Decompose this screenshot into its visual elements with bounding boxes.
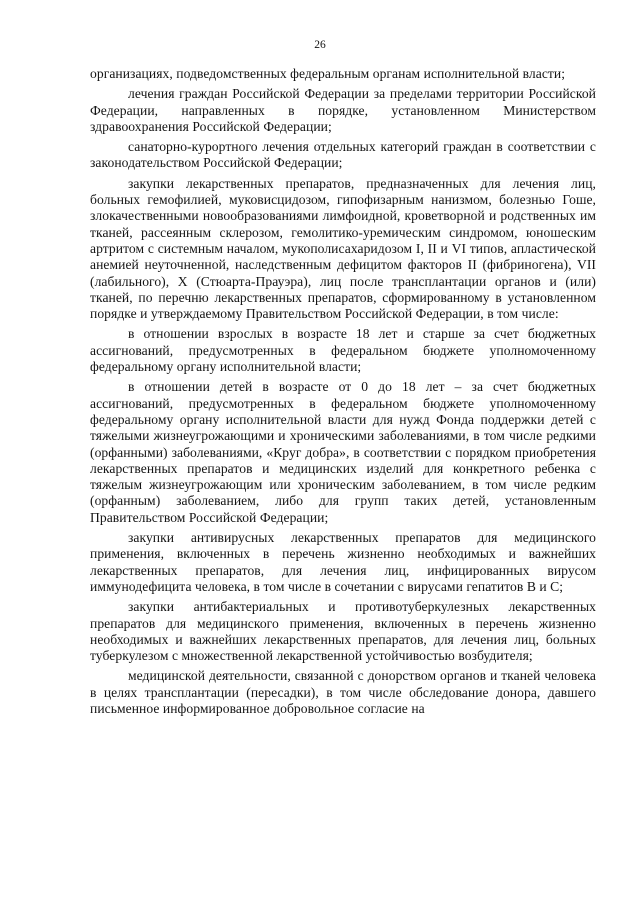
paragraph-organ-donation: медицинской деятельности, связанной с донорством органов и тканей человека в целях трансплантации (пересадки), в том числе обследование донора, давшего письменное информированное добровольное согласие на bbox=[90, 668, 596, 716]
paragraph-treatment-abroad: лечения граждан Российской Федерации за пределами территории Российской Федерации, направленных в порядке, установленном Министерством здравоохранения Российской Федерации; bbox=[90, 86, 596, 134]
paragraph-children: в отношении детей в возрасте от 0 до 18 лет – за счет бюджетных ассигнований, предусмотренных в федеральном бюджете уполномоченному федеральному органу исполнительной власти для нужд Фонда поддержки детей с тяжелыми жизнеугрожающими и хроническими заболеваниями, в том числе редкими (орфанными) заболеваниями, «Круг добра», в соответствии с порядком приобретения лекарственных препаратов и медицинских изделий для конкретного ребенка с тяжелым жизнеугрожающим или хроническим заболеванием, в том числе редким (орфанным) заболеванием, либо для групп таких детей, установленным Правительством Российской Федерации; bbox=[90, 379, 596, 525]
paragraph-antibacterial-procurement: закупки антибактериальных и противотуберкулезных лекарственных препаратов для медицинского применения, включенных в перечень жизненно необходимых и важнейших лекарственных препаратов, для лечения лиц, больных туберкулезом с множественной лекарственной устойчивостью возбудителя; bbox=[90, 599, 596, 664]
paragraph-sanatorium-treatment: санаторно-курортного лечения отдельных категорий граждан в соответствии с законодательством Российской Федерации; bbox=[90, 139, 596, 171]
document-body bbox=[90, 66, 596, 721]
page-number: 26 bbox=[314, 39, 326, 51]
paragraph-continuation: организациях, подведомственных федеральным органам исполнительной власти; bbox=[90, 66, 566, 81]
paragraph-adults: в отношении взрослых в возрасте 18 лет и старше за счет бюджетных ассигнований, предусмотренных в федеральном бюджете уполномоченному федеральному органу исполнительной власти; bbox=[90, 326, 596, 375]
paragraph-antiviral-procurement: закупки антивирусных лекарственных препаратов для медицинского применения, включенных в перечень жизненно необходимых и важнейших лекарственных препаратов, для лечения лиц, инфицированных вирусом иммунодефицита человека, в том числе в сочетании с вирусами гепатитов B и C; bbox=[90, 530, 596, 594]
paragraph-drug-procurement: закупки лекарственных препаратов, предназначенных для лечения лиц, больных гемофилией, муковисцидозом, гипофизарным нанизмом, болезнью Гоше, злокачественными новообразованиями лимфоидной, кроветворной и родственных им тканей, рассеянным склерозом, гемолитико-уремическим синдромом, юношеским артритом с системным началом, мукополисахаридозом I, II и VI типов, апластической анемией неуточненной, наследственным дефицитом факторов II (фибриногена), VII (лабильного), X (Стюарта-Прауэра), лиц после трансплантации органов и (или) тканей, по перечню лекарственных препаратов, сформированному в установленном порядке и утверждаемому Правительством Российской Федерации, в том числе: bbox=[90, 175, 596, 322]
